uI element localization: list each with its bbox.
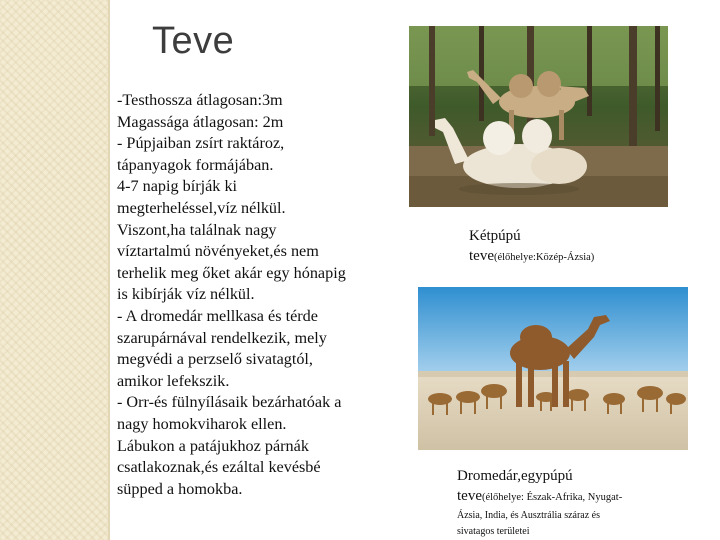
caption1-line2 bbox=[469, 246, 594, 268]
body-text-line: terhelik meg őket akár egy hónapig bbox=[117, 263, 346, 282]
body-text-line: - Orr-és fülnyílásaik bezárhatóak a bbox=[117, 393, 342, 412]
body-text-line: - Púpjaiban zsírt raktároz, bbox=[117, 134, 285, 153]
caption1-line2-small: (élőhelye:Közép-Ázsia) bbox=[493, 252, 595, 263]
body-text-line: -Testhossza átlagosan:3m bbox=[117, 91, 283, 109]
side-strip-border bbox=[108, 0, 110, 540]
body-text-line: Lábukon a patájukhoz párnák bbox=[117, 436, 309, 455]
body-text-line: - A dromedár mellkasa és térde bbox=[117, 306, 318, 325]
decorative-side-strip bbox=[0, 0, 108, 540]
body-text-line: csatlakoznak,és ezáltal kevésbé bbox=[117, 458, 321, 477]
body-text bbox=[117, 90, 382, 500]
caption2-line1: Dromedár,egypúpú bbox=[457, 468, 573, 484]
dromedary-camel-photo bbox=[418, 287, 688, 450]
body-text-line: megterheléssel,víz nélkül. bbox=[117, 198, 286, 217]
body-text-line: nagy homokviharok ellen. bbox=[117, 414, 287, 433]
caption1-line2-main: teve bbox=[469, 248, 494, 264]
body-text-line: Viszont,ha találnak nagy bbox=[117, 220, 277, 239]
dromedary-camel-caption bbox=[457, 466, 697, 540]
body-text-line: megvédi a perzselő sivatagtól, bbox=[117, 350, 313, 369]
caption2-line2-small: (élőhelye: Észak-Afrika, Nyugat- bbox=[481, 492, 623, 503]
bactrian-camel-photo bbox=[409, 26, 668, 207]
caption2-line3: Ázsia, India, és Ausztrália száraz és bbox=[457, 510, 600, 521]
body-text-line: 4-7 napig bírják ki bbox=[117, 177, 238, 196]
caption2-line2-main: teve bbox=[457, 488, 482, 504]
slide-title: Teve bbox=[152, 20, 235, 62]
body-text-line: amikor lefekszik. bbox=[117, 371, 230, 390]
body-text-line: Magassága átlagosan: 2m bbox=[117, 112, 284, 131]
body-text-line: tápanyagok formájában. bbox=[117, 155, 274, 174]
body-text-line: víztartalmú növényeket,és nem bbox=[117, 242, 319, 261]
caption1-line1: Kétpúpú bbox=[469, 228, 521, 244]
caption2-line2 bbox=[457, 486, 697, 508]
body-text-line: süpped a homokba. bbox=[117, 479, 243, 498]
bactrian-camel-caption bbox=[469, 226, 594, 268]
body-text-line: is kibírják víz nélkül. bbox=[117, 285, 255, 304]
body-text-line: szarupárnával rendelkezik, mely bbox=[117, 328, 327, 347]
caption2-line4: sivatagos területei bbox=[457, 526, 530, 537]
